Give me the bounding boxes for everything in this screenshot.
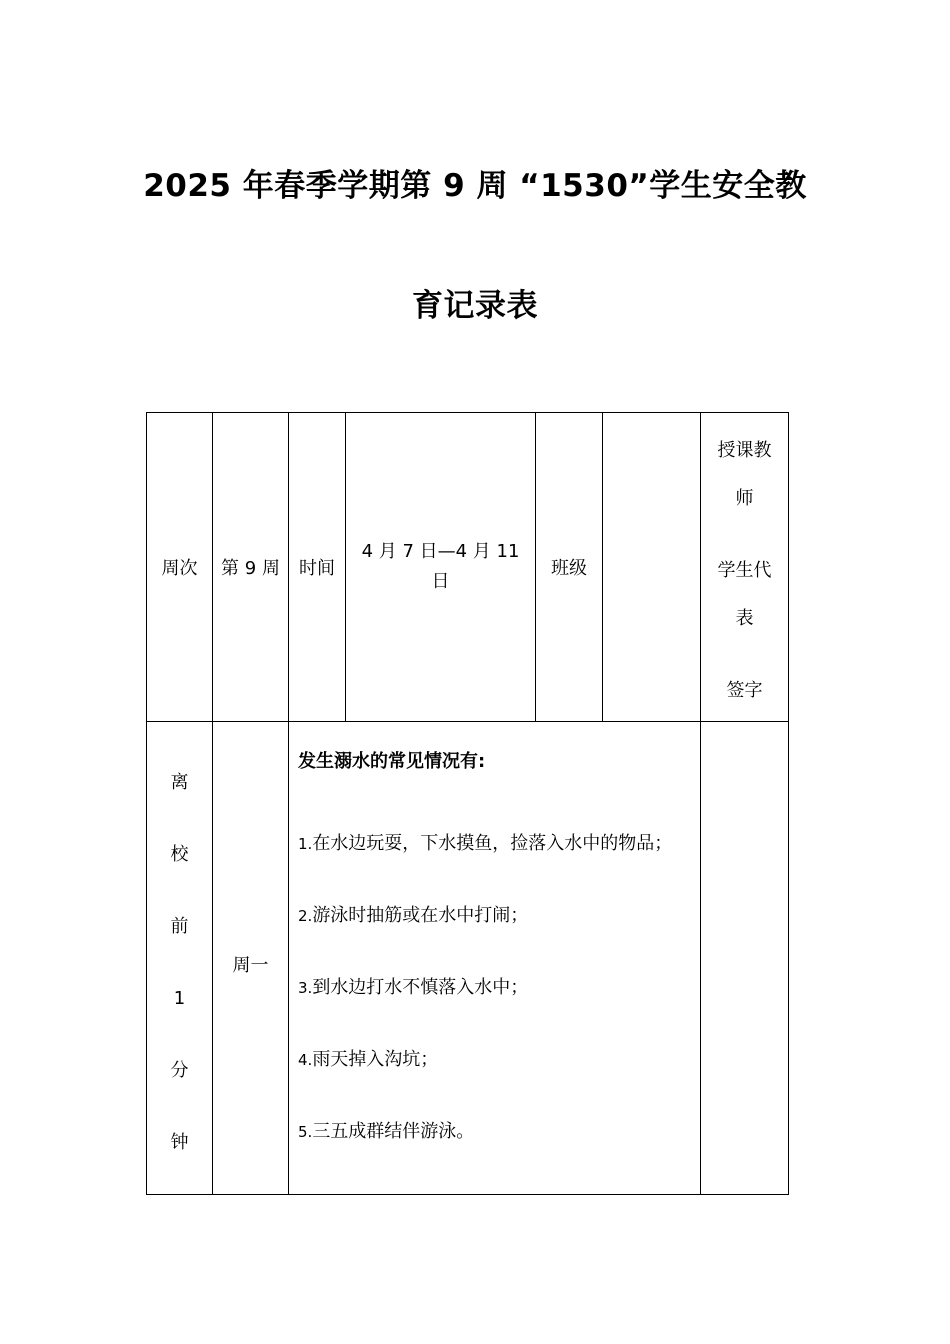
category-char: 1	[173, 988, 186, 1009]
document-title-line-1: 2025 年春季学期第 9 周 “1530”学生安全教	[143, 168, 807, 204]
document-title-line-2: 育记录表	[412, 288, 538, 324]
signature-header-line: 授课教	[717, 440, 772, 461]
category-char: 分	[170, 1060, 189, 1081]
item-number: 4.	[298, 1051, 313, 1069]
item-text: 到水边打水不慎落入水中；	[312, 977, 529, 998]
item-number: 3.	[298, 979, 313, 997]
category-char: 校	[170, 844, 189, 865]
lesson-content-cell	[289, 722, 701, 1195]
signature-header-line: 签字	[726, 680, 763, 701]
content-title: 发生溺水的常见情况有:	[298, 751, 486, 772]
date-range-line-1: 4 月 7 日—4 月 11	[361, 541, 520, 562]
safety-education-record-table	[146, 412, 789, 1195]
category-char: 离	[170, 772, 189, 793]
class-label-cell	[536, 413, 603, 722]
table-header-row	[147, 413, 789, 722]
week-label: 周次	[161, 558, 198, 579]
signature-header-line: 学生代	[717, 560, 772, 581]
category-cell	[147, 722, 213, 1195]
class-value-cell[interactable]	[603, 413, 701, 722]
item-number: 1.	[298, 835, 313, 853]
date-range-cell	[346, 413, 536, 722]
signature-header-cell	[701, 413, 789, 722]
content-item	[298, 819, 692, 869]
signature-header-line: 表	[735, 608, 754, 629]
date-range-line-2: 日	[431, 571, 450, 592]
signature-cell[interactable]	[701, 722, 789, 1195]
content-item	[298, 1035, 692, 1085]
time-label-cell	[289, 413, 346, 722]
category-char: 前	[170, 916, 189, 937]
table-content-row	[147, 722, 789, 1195]
weekday-cell	[213, 722, 289, 1195]
item-text: 三五成群结伴游泳。	[312, 1121, 475, 1142]
class-label: 班级	[551, 558, 587, 579]
item-text: 在水边玩耍，下水摸鱼，捡落入水中的物品；	[312, 833, 673, 854]
item-text: 雨天掉入沟坑；	[312, 1049, 439, 1070]
week-value-cell	[213, 413, 289, 722]
week-value: 第 9 周	[221, 558, 280, 579]
weekday-label: 周一	[232, 955, 269, 976]
content-item	[298, 1107, 692, 1157]
time-label: 时间	[299, 558, 335, 579]
item-number: 5.	[298, 1123, 313, 1141]
item-number: 2.	[298, 907, 313, 925]
content-item	[298, 963, 692, 1013]
category-char: 钟	[170, 1132, 189, 1153]
item-text: 游泳时抽筋或在水中打闹；	[312, 905, 529, 926]
content-item	[298, 891, 692, 941]
signature-header-line: 师	[735, 488, 754, 509]
week-label-cell	[147, 413, 213, 722]
